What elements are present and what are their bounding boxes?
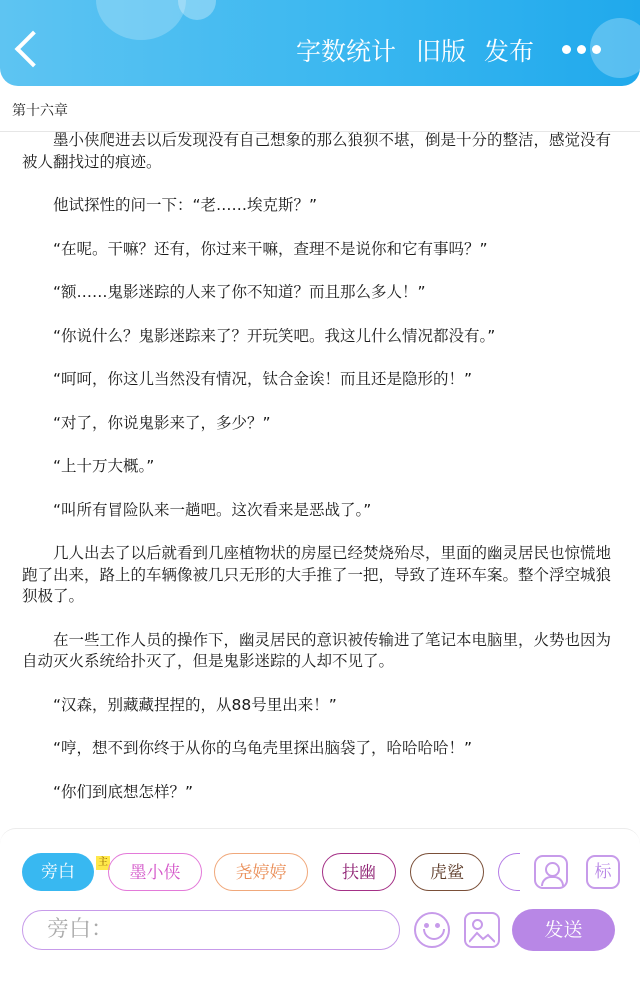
character-chip-narrator[interactable]: 旁白 (22, 853, 94, 891)
send-button[interactable]: 发送 (512, 909, 615, 951)
paragraph: “你说什么？鬼影迷踪来了？开玩笑吧。我这儿什么情况都没有。” (53, 326, 496, 345)
paragraph: “在呢。干嘛？还有，你过来干嘛，查理不是说你和它有事吗？” (53, 239, 488, 258)
character-chip-yaotingting[interactable]: 尧婷婷 (214, 853, 308, 891)
person-icon[interactable] (534, 855, 568, 889)
top-header (0, 0, 640, 86)
chevron-left-icon[interactable] (15, 31, 52, 68)
paragraph: “你们到底想怎样？” (53, 782, 194, 801)
old-version-button[interactable]: 旧版 (416, 37, 467, 66)
smiley-icon[interactable] (414, 912, 450, 948)
paragraph: 墨小侠爬进去以后发现没有自己想象的那么狼狈不堪，倒是十分的整洁，感觉没有被人翻找过的痕迹。 (22, 131, 612, 171)
paragraph: “呵呵，你这儿当然没有情况，钛合金诶！而且还是隐形的！” (53, 370, 473, 388)
chapter-title: 第十六章 (12, 103, 68, 119)
paragraph: 他试探性的问一下：“老……埃克斯？” (53, 196, 318, 214)
tag-button[interactable] (586, 855, 620, 889)
character-chip-fuyou[interactable]: 扶幽 (322, 853, 396, 891)
more-dots-icon[interactable] (562, 45, 602, 55)
image-icon[interactable] (464, 912, 500, 948)
paragraph: “对了，你说鬼影来了，多少？” (53, 413, 271, 432)
main-character-badge: 主 (98, 857, 108, 868)
tag-label: 标 (594, 862, 612, 882)
word-count-button[interactable]: 字数统计 (296, 37, 397, 66)
publish-button[interactable]: 发布 (484, 37, 535, 66)
decor-bubble (178, 0, 216, 20)
paragraph: “叫所有冒险队来一趟吧。这次看来是恶战了。” (53, 500, 372, 519)
paragraph: “上十万大概。” (53, 457, 155, 475)
character-chip-moxiaoxia[interactable]: 墨小侠 (108, 853, 202, 891)
story-content (22, 130, 622, 825)
paragraph: “额……鬼影迷踪的人来了你不知道？而且那么多人！” (53, 283, 426, 301)
message-input[interactable]: 旁白： (22, 910, 400, 950)
character-chip-husha[interactable]: 虎鲨 (410, 853, 484, 891)
paragraph: 在一些工作人员的操作下，幽灵居民的意识被传输进了笔记本电脑里，火势也因为自动灭火系统给扑灭了，但是鬼影迷踪的人却不见了。 (22, 630, 612, 670)
paragraph: “哼，想不到你终于从你的乌龟壳里探出脑袋了，哈哈哈哈！” (53, 739, 473, 757)
paragraph: “汉森，别藏藏捏捏的，从88号里出来！” (53, 695, 337, 714)
paragraph: 几人出去了以后就看到几座植物状的房屋已经焚烧殆尽，里面的幽灵居民也惊慌地跑了出来，路上的车辆像被几只无形的大手推了一把，导致了连环车案。整个浮空城狼狈极了。 (22, 544, 612, 605)
decor-bubble (96, 0, 186, 40)
